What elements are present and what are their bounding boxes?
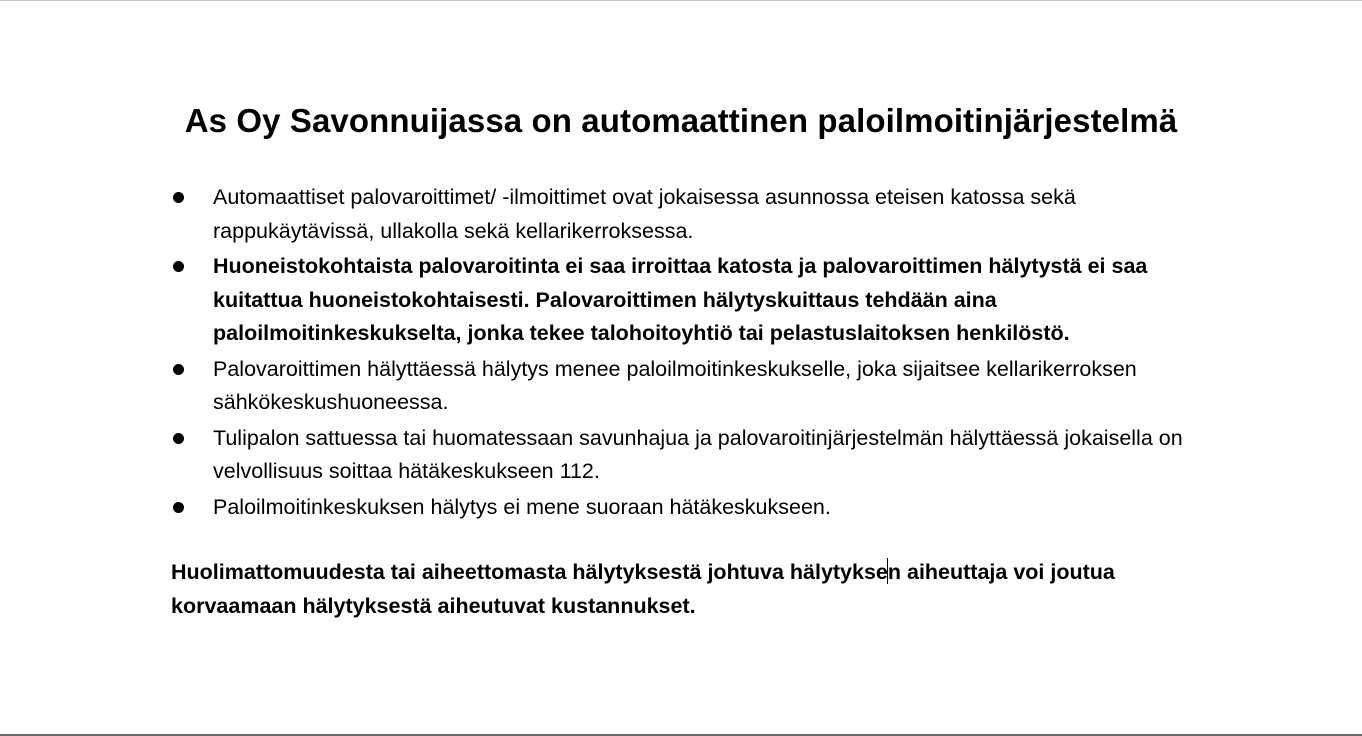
bullet-text: Huoneistokohtaista palovaroitinta ei saa irroittaa katosta ja palovaroittimen hälytystä ei saa kuitattua huoneistokohtaisesti. Palovaroittimen hälytyskuittaus tehdään aina paloilmoitinkeskukselta, jonka tekee talohoitoyhtiö tai pelastuslaitoksen henkilöstö. [213,254,1148,345]
bullet-text: Tulipalon sattuessa tai huomatessaan savunhajua ja palovaroitinjärjestelmän hälyttäessä jokaisella on velvollisuus soittaa hätäkeskukseen 112. [213,425,1183,483]
bullet-list [172,181,1242,526]
note-text-after-cursor: n aiheuttaja voi joutua korvaamaan hälytyksestä aiheutuvat kustannukset. [171,560,1115,618]
liability-note[interactable] [171,555,1211,623]
bullet-item-no-removal [172,250,1242,351]
bullet-text: Automaattiset palovaroittimet/ -ilmoittimet ovat jokaisessa asunnossa eteisen katossa sekä rappukäytävissä, ullakolla sekä kellarikerroksessa. [213,185,1076,243]
bullet-dot-icon [173,364,184,375]
bullet-item-no-direct-link [172,491,1242,525]
bullet-item-emergency-call [172,422,1242,489]
bullet-dot-icon [173,502,184,513]
bullet-item-alarm-routing [172,353,1242,420]
bullet-dot-icon [173,433,184,444]
note-text-before-cursor: Huolimattomuudesta tai aiheettomasta hälytyksestä johtuva hälytykse [171,560,888,584]
bullet-text: Paloilmoitinkeskuksen hälytys ei mene suoraan hätäkeskukseen. [213,494,831,519]
bullet-item-sensor-locations [172,181,1242,248]
bullet-text: Palovaroittimen hälyttäessä hälytys menee paloilmoitinkeskukselle, joka sijaitsee kellarikerroksen sähkökeskushuoneessa. [213,356,1137,414]
document-page [0,1,1362,734]
bullet-dot-icon [173,261,184,272]
bullet-dot-icon [173,192,184,203]
page-title: As Oy Savonnuijassa on automaattinen paloilmoitinjärjestelmä [184,102,1178,139]
